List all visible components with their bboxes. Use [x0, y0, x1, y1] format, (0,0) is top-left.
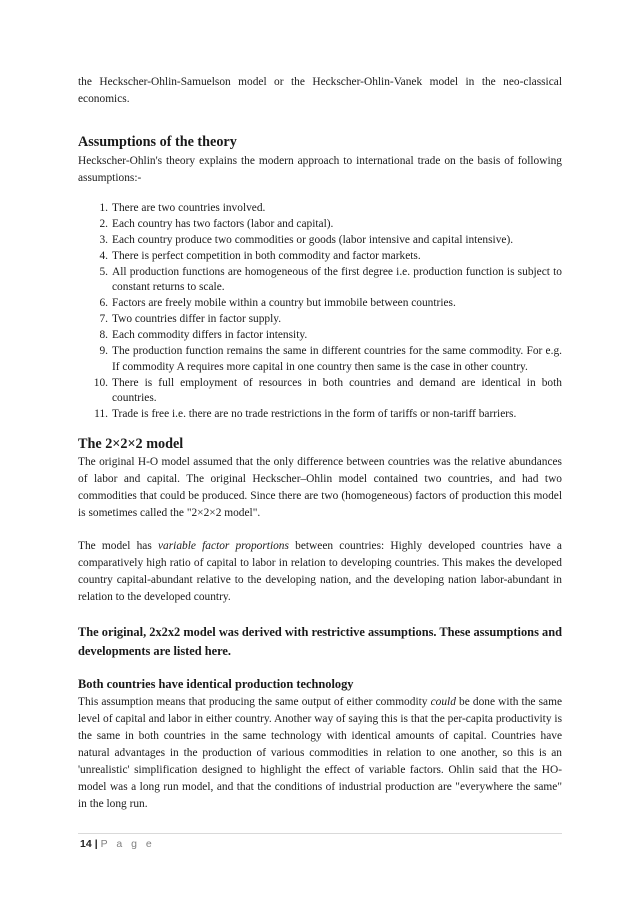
list-item-number: 4.: [99, 250, 108, 262]
restrictive-assumptions-note: The original, 2x2x2 model was derived with restrictive assumptions. These assumptions and developments are listed here.: [78, 624, 562, 658]
list-item-text: There are two countries involved.: [112, 202, 266, 214]
model-paragraph-1: The original H-O model assumed that the only difference between countries was the relative abundances of labor and capital. The original Heckscher–Ohlin model contained two countries, and had two commodities that could be produced. Since there are two (homogeneous) factors of production this model is sometimes called the "2×2×2 model".: [78, 455, 562, 519]
list-item-text: There is perfect competition in both commodity and factor markets.: [112, 250, 421, 262]
list-item: [78, 407, 562, 422]
list-item-text: The production function remains the same in different countries for the same commodity. For e.g. If commodity A requires more capital in one country then same is the case in other country.: [112, 345, 562, 373]
list-item: [78, 201, 562, 216]
list-item-text: Factors are freely mobile within a country but immobile between countries.: [112, 297, 456, 310]
list-item: [78, 233, 562, 248]
page-number: 14: [80, 838, 92, 850]
footer-divider: [78, 833, 562, 834]
list-item-text: Each country produce two commodities or goods (labor intensive and capital intensive).: [112, 234, 514, 246]
list-item-text: Two countries differ in factor supply.: [112, 313, 282, 326]
list-item-number: 8.: [99, 329, 108, 342]
technology-heading: Both countries have identical production technology: [78, 676, 354, 691]
list-item: [78, 249, 562, 264]
page-footer: [80, 838, 155, 850]
model-heading: The 2×2×2 model: [78, 435, 184, 452]
list-item-number: 6.: [99, 297, 108, 310]
list-item-number: 1.: [99, 202, 108, 214]
list-item: [78, 328, 562, 343]
technology-paragraph: This assumption means that producing the same output of either commodity could be done with the same level of capital and labor in either country. Another way of saying this is that the per-capita productivity is the same in both countries in the same technology with identical amounts of capital. Countries have natural advantages in the production of various commodities in relation to one another, so this is an 'unrealistic' simplification designed to highlight the effect of variable factors. Ohlin said that the HO-model was a long run model, and that the conditions of industrial production are "everywhere the same" in the long run.: [78, 695, 563, 810]
list-item-number: 11.: [94, 408, 108, 421]
list-item-number: 3.: [99, 234, 108, 246]
model-paragraph-2: The model has variable factor proportions between countries: Highly developed countries have a comparatively high ratio of capital to labor in relation to developing countries. This makes the developed country capital-abundant relative to the developing nation, and the developing nation labor-abundant in relation to the developed country.: [78, 539, 562, 603]
intro-paragraph: the Heckscher-Ohlin-Samuelson model or the Heckscher-Ohlin-Vanek model in the neo-classical economics.: [78, 76, 562, 105]
list-item: [78, 296, 562, 311]
list-item-text: Each country has two factors (labor and capital).: [112, 218, 334, 230]
italic-phrase: variable factor proportions: [157, 539, 289, 552]
list-item-text: All production functions are homogeneous of the first degree i.e. production function is subject to constant returns to scale.: [112, 266, 562, 294]
italic-word: could: [430, 695, 456, 708]
page-label: P a g e: [100, 838, 155, 850]
document-page: [78, 74, 562, 813]
list-item-number: 7.: [99, 313, 108, 326]
footer-separator: |: [94, 838, 98, 850]
list-item: [78, 217, 562, 232]
assumptions-list: [78, 201, 562, 423]
list-item: [78, 312, 562, 327]
list-item-number: 2.: [99, 218, 108, 230]
list-item-number: 10.: [93, 376, 108, 389]
list-item-text: There is full employment of resources in both countries and demand are identical in both countries.: [112, 376, 562, 405]
list-item-text: Trade is free i.e. there are no trade restrictions in the form of tariffs or non-tariff barriers.: [112, 408, 517, 421]
assumptions-heading: Assumptions of the theory: [78, 134, 237, 150]
list-item: [78, 344, 562, 375]
list-item-number: 9.: [99, 345, 108, 358]
assumptions-lead: Heckscher-Ohlin's theory explains the modern approach to international trade on the basis of following assumptions:-: [78, 155, 562, 184]
list-item: [78, 376, 562, 407]
list-item: [78, 265, 562, 296]
list-item-text: Each commodity differs in factor intensity.: [112, 329, 308, 342]
list-item-number: 5.: [99, 266, 108, 278]
